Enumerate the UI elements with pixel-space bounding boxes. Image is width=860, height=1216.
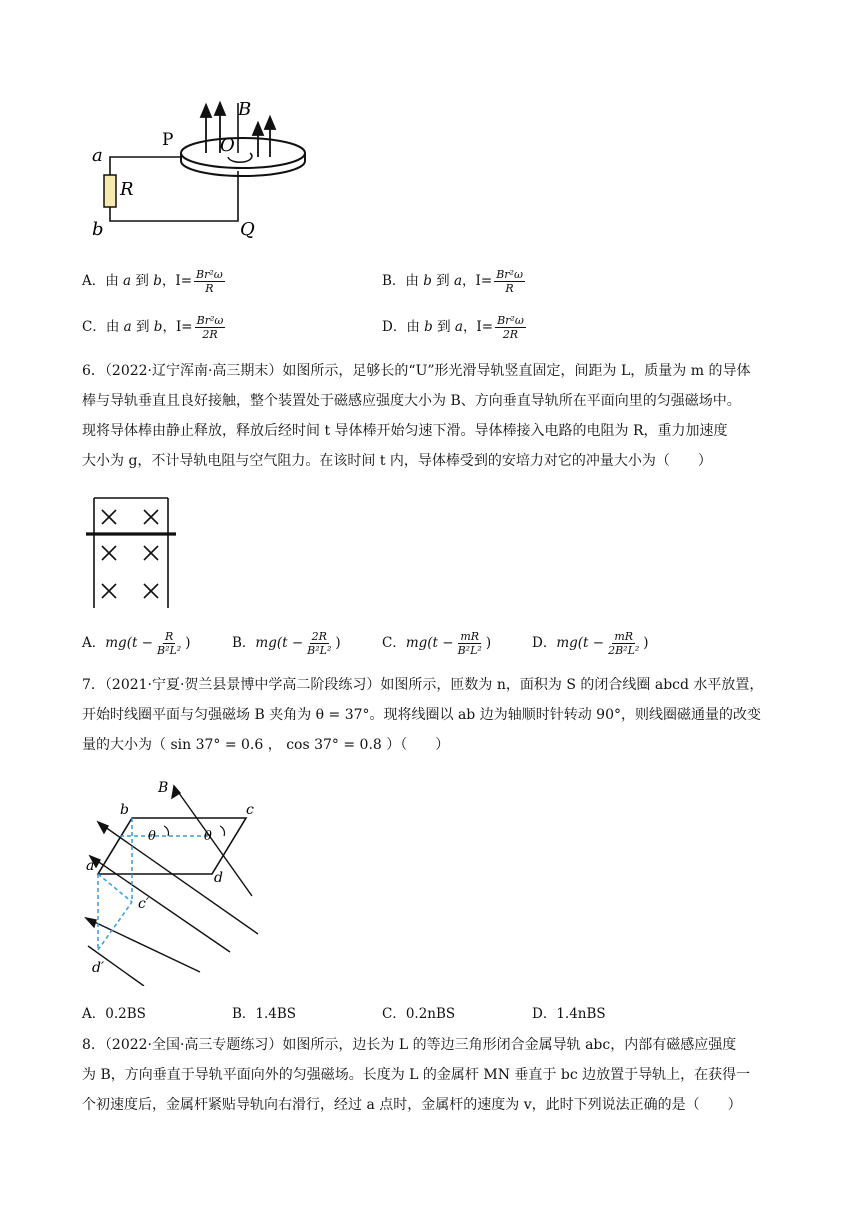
resistor	[104, 175, 116, 207]
q6-option-c[interactable]: C．mg(t − $\frac{mR}{\text{B²L²}}$ )	[382, 630, 492, 657]
label-R: R	[120, 179, 134, 200]
field-into-page-marks	[102, 510, 158, 598]
coil-figure	[80, 776, 270, 986]
q7-option-c[interactable]: C．0.2nBS	[382, 1006, 456, 1022]
label-c-prime: c′	[138, 896, 150, 912]
q6-option-b[interactable]: B．mg(t − $\frac{2R}{\text{B²L²}}$ )	[232, 630, 341, 657]
q6-question: 6．（2022·辽宁浑南·高三期末）如图所示，足够长的“U”形光滑导轨竖直固定，间距为 L，质量为 m 的导体 棒与导轨垂直且良好接触，整个装置处于磁感应强度大小为 B、方向垂直导轨所在平面向里的匀强磁场中。 现将导体棒由静止释放，释放后经时间 t 导体棒开始匀速下滑。导体棒接入电路的电阻为 R，重力加速度 大小为 g，不计导轨电阻与空气阻力。在该时间 t 内，导体棒受到的安培力对它的冲量大小为（ ）	[82, 363, 751, 469]
label-c: c	[246, 802, 254, 818]
label-B: B	[238, 99, 252, 120]
label-theta-2: θ	[204, 829, 212, 844]
q7-option-d[interactable]: D．1.4nBS	[532, 1006, 606, 1022]
q5-option-a[interactable]: A．由 a 到 b，I= $\frac{\text{Br²ω}}{R}$	[82, 268, 223, 295]
q8-question: 8．（2022·全国·高三专题练习）如图所示，边长为 L 的等边三角形闭合金属导轨 abc，内部有磁感应强度 为 B，方向垂直于导轨平面向外的匀强磁场。长度为 L 的金属杆 MN 垂直于 bc 边放置于导轨上，在获得一 个初速度后，金属杆紧贴导轨向右滑行，经过 a 点时，金属杆的速度为 v，此时下列说法正确的是（ ）	[82, 1037, 751, 1113]
u-rail-figure	[84, 496, 180, 612]
q6-option-d[interactable]: D．mg(t − $\frac{mR}{\text{2B²L²}}$ )	[532, 630, 649, 657]
label-b: b	[120, 802, 129, 818]
label-a: a	[92, 145, 103, 166]
q6-option-a[interactable]: A．mg(t − $\frac{R}{\text{B²L²}}$ )	[82, 630, 191, 657]
coil	[98, 818, 246, 874]
label-Q: Q	[240, 219, 255, 240]
q5-option-d[interactable]: D．由 b 到 a，I= $\frac{\text{Br²ω}}{2R}$	[382, 314, 524, 341]
label-a: a	[86, 858, 95, 874]
label-B: B	[158, 780, 169, 796]
label-b: b	[92, 219, 104, 240]
label-P: P	[162, 130, 174, 150]
disk-top	[181, 138, 305, 168]
field-arrows	[86, 786, 258, 986]
label-d-prime: d′	[92, 960, 105, 976]
q5-option-b[interactable]: B．由 b 到 a，I= $\frac{\text{Br²ω}}{R}$	[382, 268, 523, 295]
disk-circuit-figure	[88, 95, 328, 245]
q7-question: 7．（2021·宁夏·贺兰县景博中学高二阶段练习）如图所示，匝数为 n，面积为 S 的闭合线圈 abcd 水平放置， 开始时线圈平面与匀强磁场 B 夹角为 θ = 37°。现将线圈以 ab 边为轴顺时针转动 90°，则线圈磁通量的改变 量的大小为（ sin 37° = 0.6 ， cos 37° = 0.8 ）（ ）	[82, 677, 764, 753]
q5-option-c[interactable]: C．由 a 到 b，I= $\frac{\text{Br²ω}}{2R}$	[82, 314, 224, 341]
q7-option-b[interactable]: B．1.4BS	[232, 1006, 297, 1022]
q7-option-a[interactable]: A．0.2BS	[82, 1006, 146, 1022]
label-d: d	[214, 870, 223, 886]
label-O: O	[220, 135, 235, 156]
label-theta-1: θ	[148, 829, 156, 844]
